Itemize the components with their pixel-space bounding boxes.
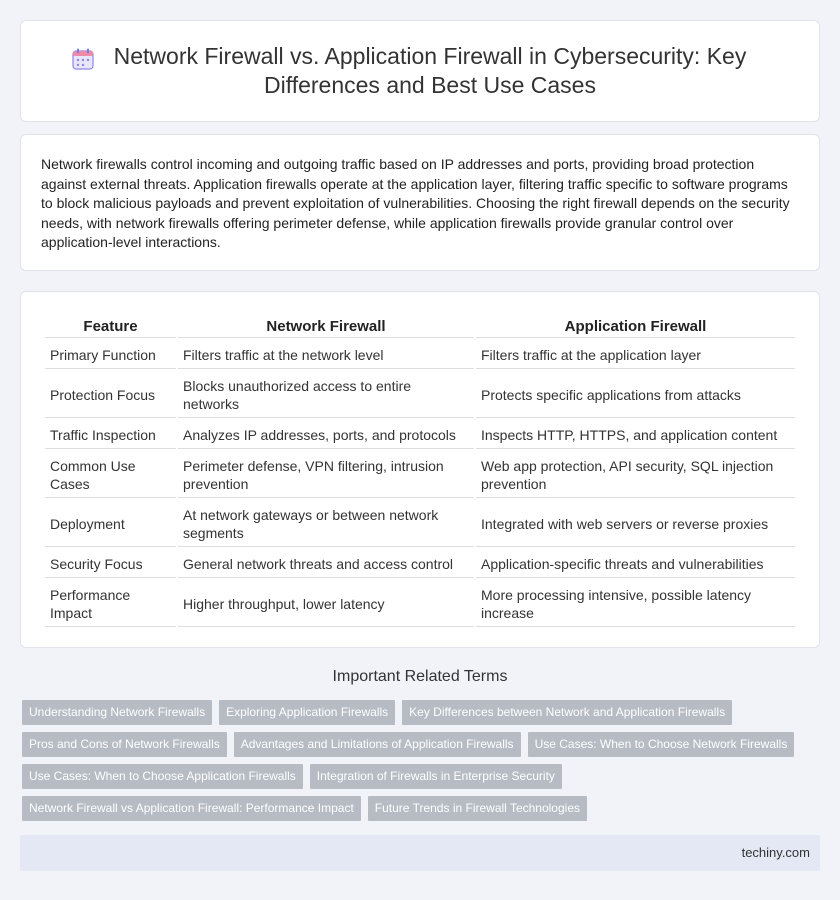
feature-cell: Primary Function [45, 340, 176, 369]
related-terms-list [22, 700, 812, 821]
application-firewall-cell: Application-specific threats and vulnerabilities [476, 549, 795, 578]
table-row [45, 500, 795, 547]
footer-site-link[interactable]: techiny.com [741, 845, 810, 860]
feature-cell: Performance Impact [45, 580, 176, 627]
related-term-tag[interactable]: Exploring Application Firewalls [219, 700, 395, 725]
comparison-table [43, 312, 797, 629]
related-term-tag[interactable]: Pros and Cons of Network Firewalls [22, 732, 227, 757]
network-firewall-cell: At network gateways or between network segments [178, 500, 474, 547]
table-row [45, 549, 795, 578]
network-firewall-cell: Perimeter defense, VPN filtering, intrusion prevention [178, 451, 474, 498]
application-firewall-cell: Web app protection, API security, SQL injection prevention [476, 451, 795, 498]
related-term-tag[interactable]: Advantages and Limitations of Application Firewalls [234, 732, 521, 757]
related-term-tag[interactable]: Use Cases: When to Choose Network Firewalls [528, 732, 795, 757]
related-term-tag[interactable]: Future Trends in Firewall Technologies [368, 796, 587, 821]
intro-card [20, 134, 820, 271]
network-firewall-cell: Blocks unauthorized access to entire networks [178, 371, 474, 418]
table-row [45, 340, 795, 369]
header-network-firewall: Network Firewall [178, 314, 474, 338]
feature-cell: Protection Focus [45, 371, 176, 418]
header-feature: Feature [45, 314, 176, 338]
feature-cell: Security Focus [45, 549, 176, 578]
table-row [45, 420, 795, 449]
application-firewall-cell: Integrated with web servers or reverse proxies [476, 500, 795, 547]
page-title: Network Firewall vs. Application Firewall in Cybersecurity: Key Differences and Best Use Cases [113, 43, 747, 98]
application-firewall-cell: More processing intensive, possible latency increase [476, 580, 795, 627]
comparison-card [20, 291, 820, 648]
table-row [45, 580, 795, 627]
related-term-tag[interactable]: Integration of Firewalls in Enterprise Security [310, 764, 562, 789]
feature-cell: Traffic Inspection [45, 420, 176, 449]
feature-cell: Common Use Cases [45, 451, 176, 498]
related-term-tag[interactable]: Key Differences between Network and Application Firewalls [402, 700, 732, 725]
feature-cell: Deployment [45, 500, 176, 547]
application-firewall-cell: Inspects HTTP, HTTPS, and application content [476, 420, 795, 449]
application-firewall-cell: Protects specific applications from attacks [476, 371, 795, 418]
network-firewall-cell: Higher throughput, lower latency [178, 580, 474, 627]
table-header-row [45, 314, 795, 338]
intro-text: Network firewalls control incoming and outgoing traffic based on IP addresses and ports, providing broad protection against external threats. Application firewalls operate at the application layer, filtering traffic specific to software programs to block malicious payloads and prevent exploitation of vulnerabilities. Choosing the right firewall depends on the security needs, with network firewalls offering perimeter defense, while application firewalls provide granular control over application-level interactions. [41, 156, 790, 251]
application-firewall-cell: Filters traffic at the application layer [476, 340, 795, 369]
related-term-tag[interactable]: Network Firewall vs Application Firewall: Performance Impact [22, 796, 361, 821]
table-row [45, 451, 795, 498]
related-terms-title: Important Related Terms [332, 668, 508, 685]
network-firewall-cell: Filters traffic at the network level [178, 340, 474, 369]
network-firewall-cell: Analyzes IP addresses, ports, and protocols [178, 420, 474, 449]
related-term-tag[interactable]: Understanding Network Firewalls [22, 700, 212, 725]
network-firewall-cell: General network threats and access control [178, 549, 474, 578]
footer-bar [20, 835, 820, 871]
header-application-firewall: Application Firewall [476, 314, 795, 338]
related-term-tag[interactable]: Use Cases: When to Choose Application Firewalls [22, 764, 303, 789]
header-card [20, 20, 820, 122]
table-row [45, 371, 795, 418]
